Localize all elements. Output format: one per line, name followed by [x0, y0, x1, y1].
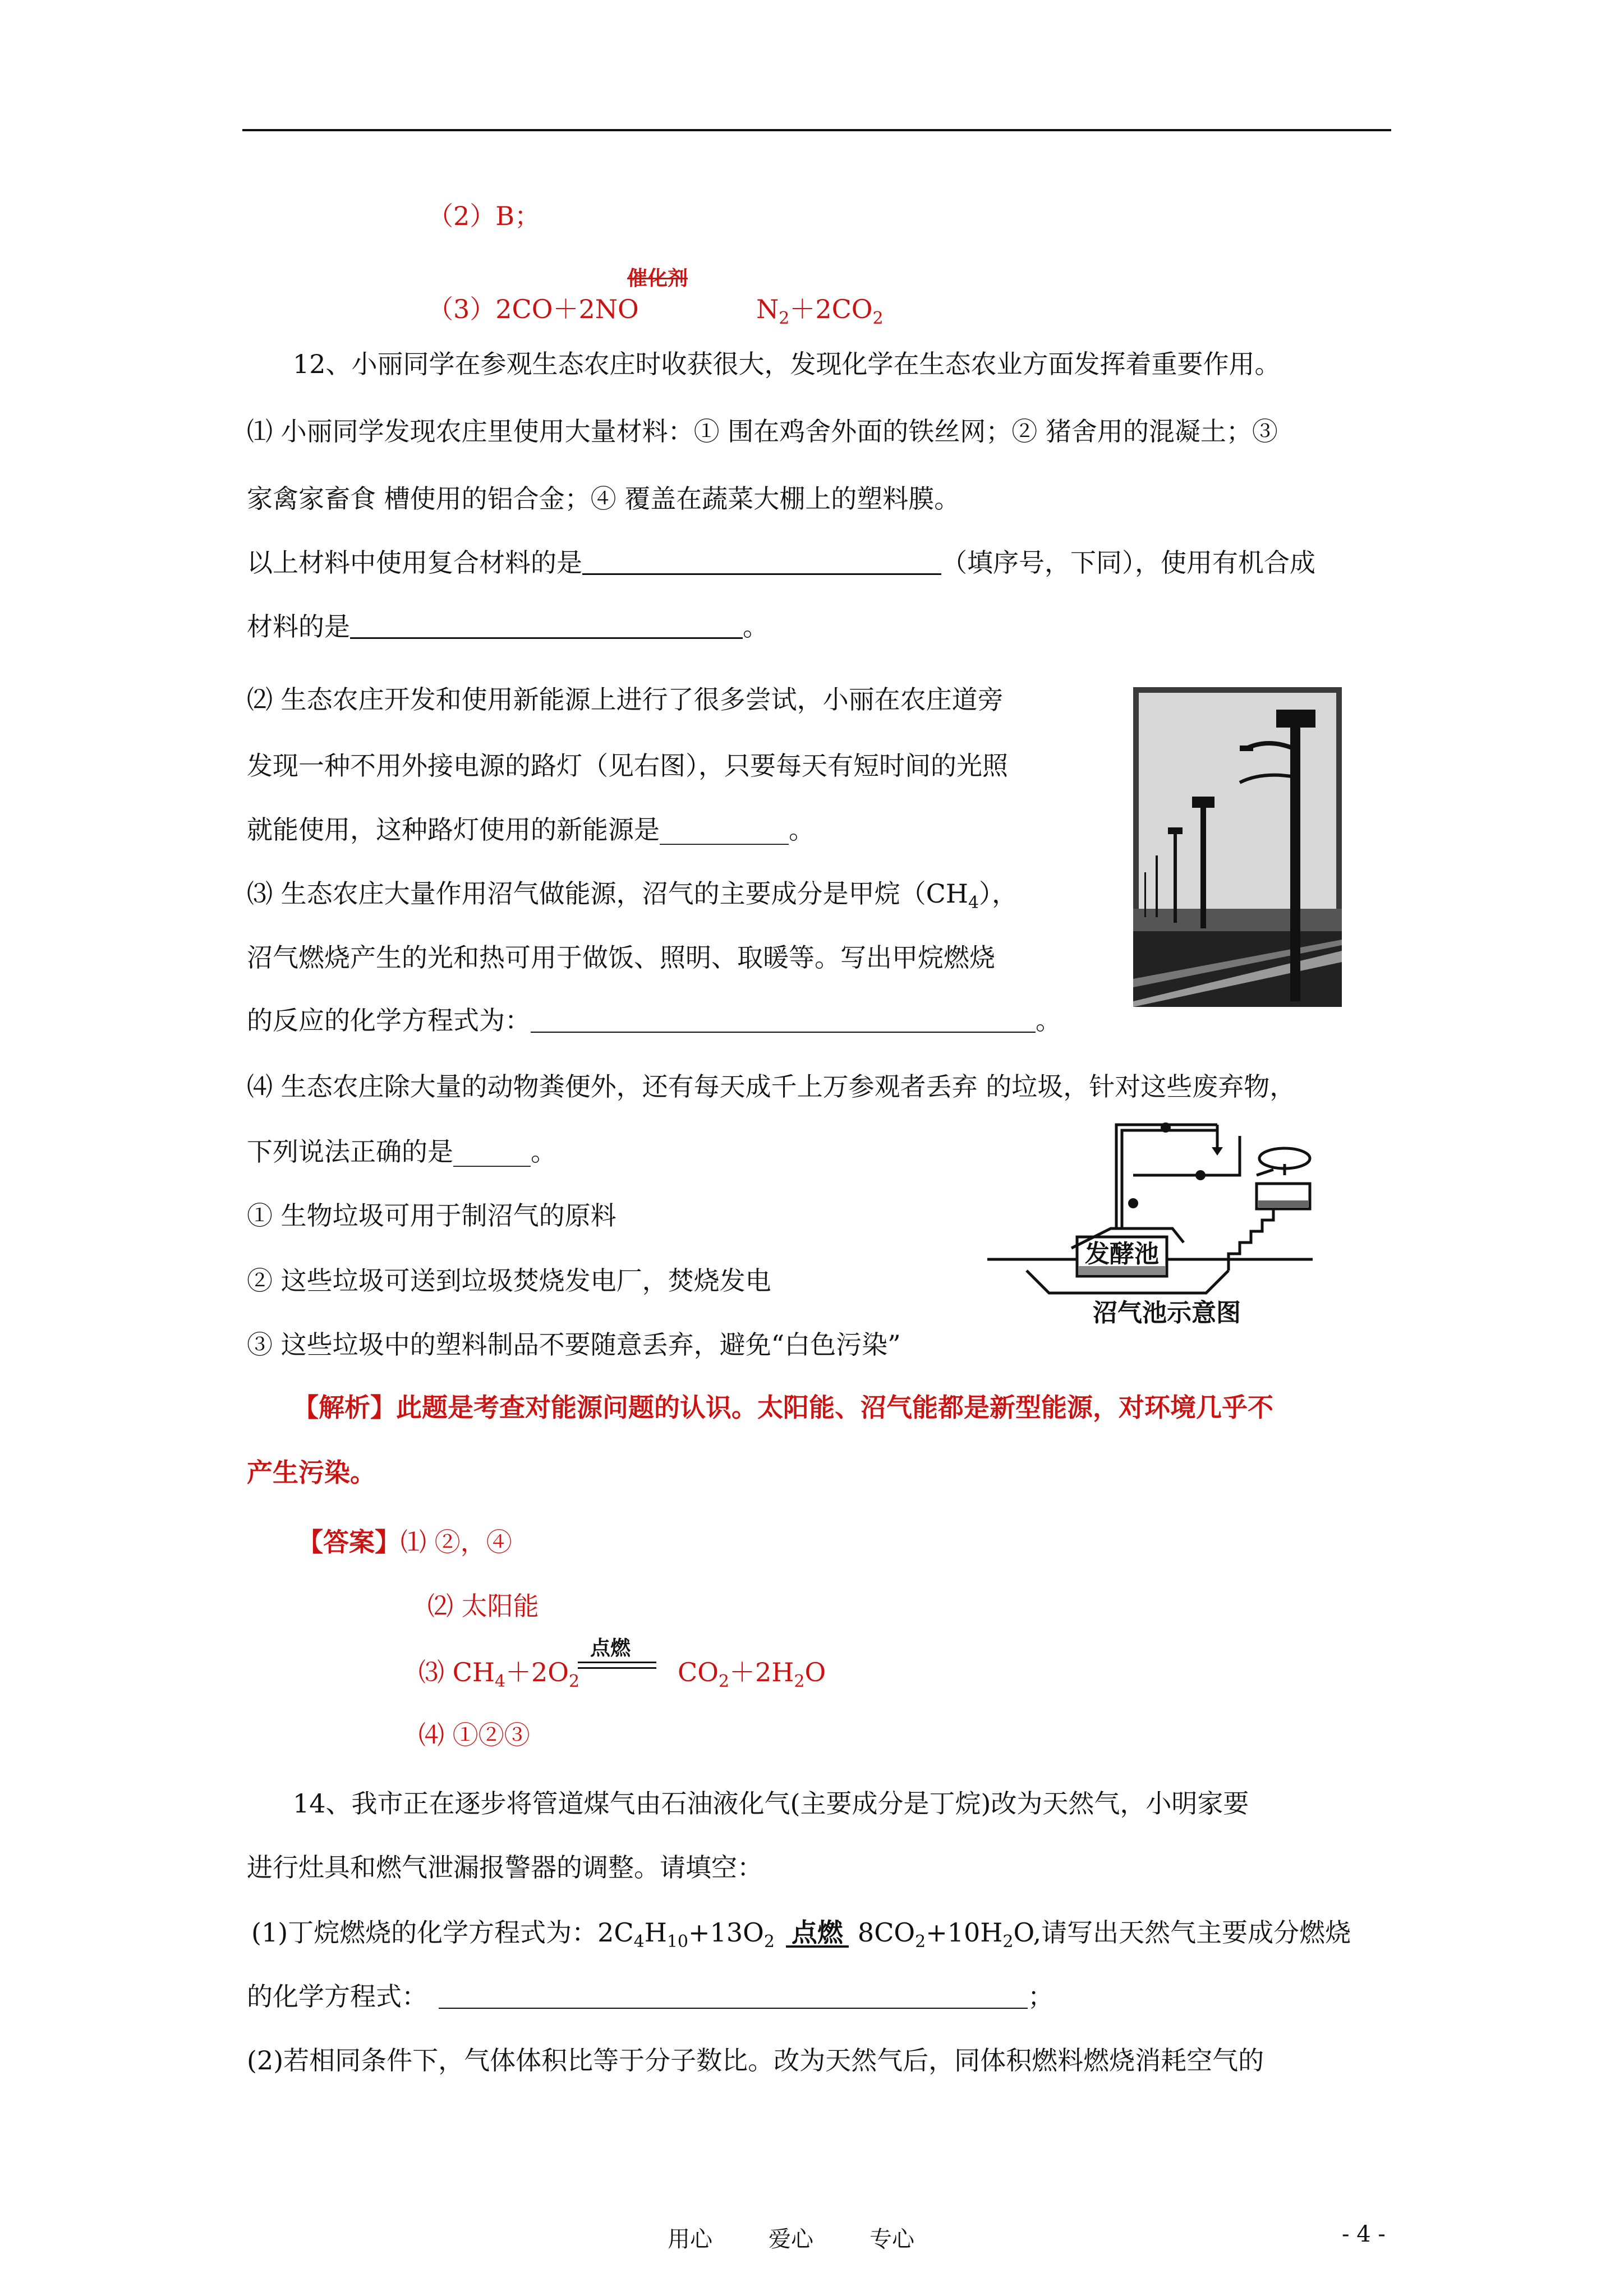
q14-p1-line2: [247, 1981, 1053, 2012]
biogas-digester-diagram: [982, 1085, 1341, 1332]
q12-p1-line1: ⑴ 小丽同学发现农庄里使用大量材料：① 围在鸡舍外面的铁丝网；② 猪舍用的混凝土；③: [247, 416, 1278, 447]
prev-answer-3-condition: 催化剂: [627, 266, 688, 290]
analysis-tag: 【解析】: [293, 1392, 396, 1423]
answer-1: ⑴ ②，④: [401, 1527, 512, 1557]
answer-blank-organic[interactable]: [350, 615, 743, 639]
text: +10H: [926, 1917, 1003, 1948]
text: CO: [678, 1657, 719, 1687]
digester-tank-label: 发酵池: [1085, 1240, 1159, 1268]
text: 以上材料中使用复合材料的是: [247, 547, 582, 578]
subscript: 2: [569, 1672, 580, 1691]
solar-street-light-photo: [1133, 687, 1342, 1007]
prev-answer-3-products: [756, 296, 884, 327]
subscript: 4: [494, 1672, 506, 1691]
answer-blank-methane-combustion[interactable]: [439, 1985, 1028, 2009]
text: O,请写出天然气主要成分燃烧: [1013, 1917, 1351, 1948]
subscript: 2: [1002, 1932, 1014, 1952]
text: ＋2O: [505, 1657, 569, 1687]
q12-option-2: ② 这些垃圾可送到垃圾焚烧发电厂，焚烧发电: [247, 1266, 771, 1296]
analysis-line1: [293, 1392, 1273, 1423]
q12-option-3: ③ 这些垃圾中的塑料制品不要随意丢弃，避免“白色污染”: [247, 1329, 901, 1360]
q12-p1-line4: [247, 611, 769, 642]
subscript: 2: [872, 309, 884, 328]
digester-caption: 沼气池示意图: [1093, 1299, 1241, 1327]
text: H: [644, 1917, 667, 1948]
answer-blank-composite[interactable]: [582, 551, 941, 575]
text: 材料的是: [247, 611, 350, 642]
q14-stem-line1: 14、我市正在逐步将管道煤气由石油液化气(主要成分是丁烷)改为天然气，小明家要: [293, 1788, 1249, 1819]
text: O: [804, 1657, 826, 1687]
subscript: 2: [794, 1672, 805, 1691]
analysis-line2: 产生污染。: [247, 1457, 376, 1488]
answer-3-condition: 点燃: [590, 1636, 631, 1660]
subscript: 10: [666, 1932, 689, 1952]
text: ），: [979, 878, 1018, 909]
q12-p3-line3: [247, 1005, 1061, 1036]
q14-stem-line2: 进行灶具和燃气泄漏报警器的调整。请填空：: [247, 1852, 763, 1883]
footer-motto-2: 爱心: [769, 2226, 813, 2252]
equation-arrow-line: [578, 1662, 656, 1663]
q12-stem: 12、小丽同学在参观生态农庄时收获很大，发现化学在生态农业方面发挥着重要作用。: [293, 349, 1281, 379]
text: ⑶ 生态农庄大量作用沼气做能源，沼气的主要成分是甲烷（CH: [247, 878, 968, 909]
analysis-text: 此题是考查对能源问题的认识。太阳能、沼气能都是新型能源，对环境几乎不: [396, 1392, 1273, 1423]
butane-condition: 点燃: [786, 1920, 849, 1948]
text: +13O: [688, 1917, 764, 1948]
text: 的化学方程式：: [247, 1981, 427, 2012]
text: 。: [743, 611, 769, 642]
equation-reactants: （3）2CO＋2NO: [427, 294, 639, 324]
q12-p2-line3: 就能使用，这种路灯使用的新能源是__________。: [247, 815, 815, 845]
q12-p4-line1: ⑷ 生态农庄除大量的动物粪便外，还有每天成千上万参观者丢弃 的垃圾，针对这些废弃物，: [247, 1071, 1296, 1102]
text: ＋2H: [729, 1657, 794, 1687]
equation-arrow-line: [578, 1667, 656, 1669]
subscript: 2: [915, 1932, 926, 1952]
q12-p2-line2: 发现一种不用外接电源的路灯（见右图），只要每天有短时间的光照: [247, 751, 1008, 781]
q12-p3-line2: 沼气燃烧产生的光和热可用于做饭、照明、取暖等。写出甲烷燃烧: [247, 942, 995, 973]
q12-option-1: ① 生物垃圾可用于制沼气的原料: [247, 1200, 617, 1231]
subscript: 4: [968, 893, 979, 913]
page-number: - 4 -: [1342, 2221, 1386, 2247]
prev-answer-2: （2）B；: [427, 201, 541, 231]
answer-2: ⑵ 太阳能: [427, 1591, 539, 1621]
subscript: 2: [763, 1932, 775, 1952]
q12-p3-line1: [247, 878, 1018, 913]
answer-blank-methane-equation[interactable]: [531, 1009, 1036, 1033]
header-rule: [242, 129, 1391, 131]
text: (1)丁烷燃烧的化学方程式为：2C: [251, 1917, 634, 1948]
text: 8CO: [857, 1917, 915, 1948]
footer-motto-1: 用心: [668, 2226, 712, 2252]
text: （填序号，下同），使用有机合成: [941, 547, 1315, 578]
answer-4: ⑷ ①②③: [418, 1720, 530, 1750]
q12-p1-line3: [247, 547, 1315, 578]
q12-p2-line1: ⑵ 生态农庄开发和使用新能源上进行了很多尝试，小丽在农庄道旁: [247, 684, 1004, 715]
subscript: 4: [633, 1932, 645, 1952]
text: ；: [1028, 1981, 1053, 2012]
product-n: N: [756, 294, 779, 324]
subscript: 2: [718, 1672, 730, 1691]
answer-3-reactants: [418, 1659, 579, 1690]
answer-tag: 【答案】: [297, 1527, 401, 1557]
footer-motto-3: 专心: [869, 2226, 914, 2252]
text: ⑶ CH: [418, 1657, 495, 1687]
q12-p1-line2: 家禽家畜食 槽使用的铝合金；④ 覆盖在蔬菜大棚上的塑料膜。: [247, 484, 960, 514]
product-co2: ＋2CO: [789, 294, 873, 324]
answer-3-products: [678, 1659, 826, 1690]
text: 。: [1036, 1005, 1061, 1036]
subscript: 2: [779, 309, 790, 328]
q14-p1-line1: [251, 1917, 1351, 1952]
q12-p4-line2: 下列说法正确的是______。: [247, 1137, 556, 1167]
text: 的反应的化学方程式为：: [247, 1005, 531, 1036]
prev-answer-3: [427, 296, 639, 322]
q14-p2: (2)若相同条件下，气体体积比等于分子数比。改为天然气后，同体积燃料燃烧消耗空气的: [247, 2045, 1264, 2076]
answer-line1: [297, 1529, 512, 1555]
